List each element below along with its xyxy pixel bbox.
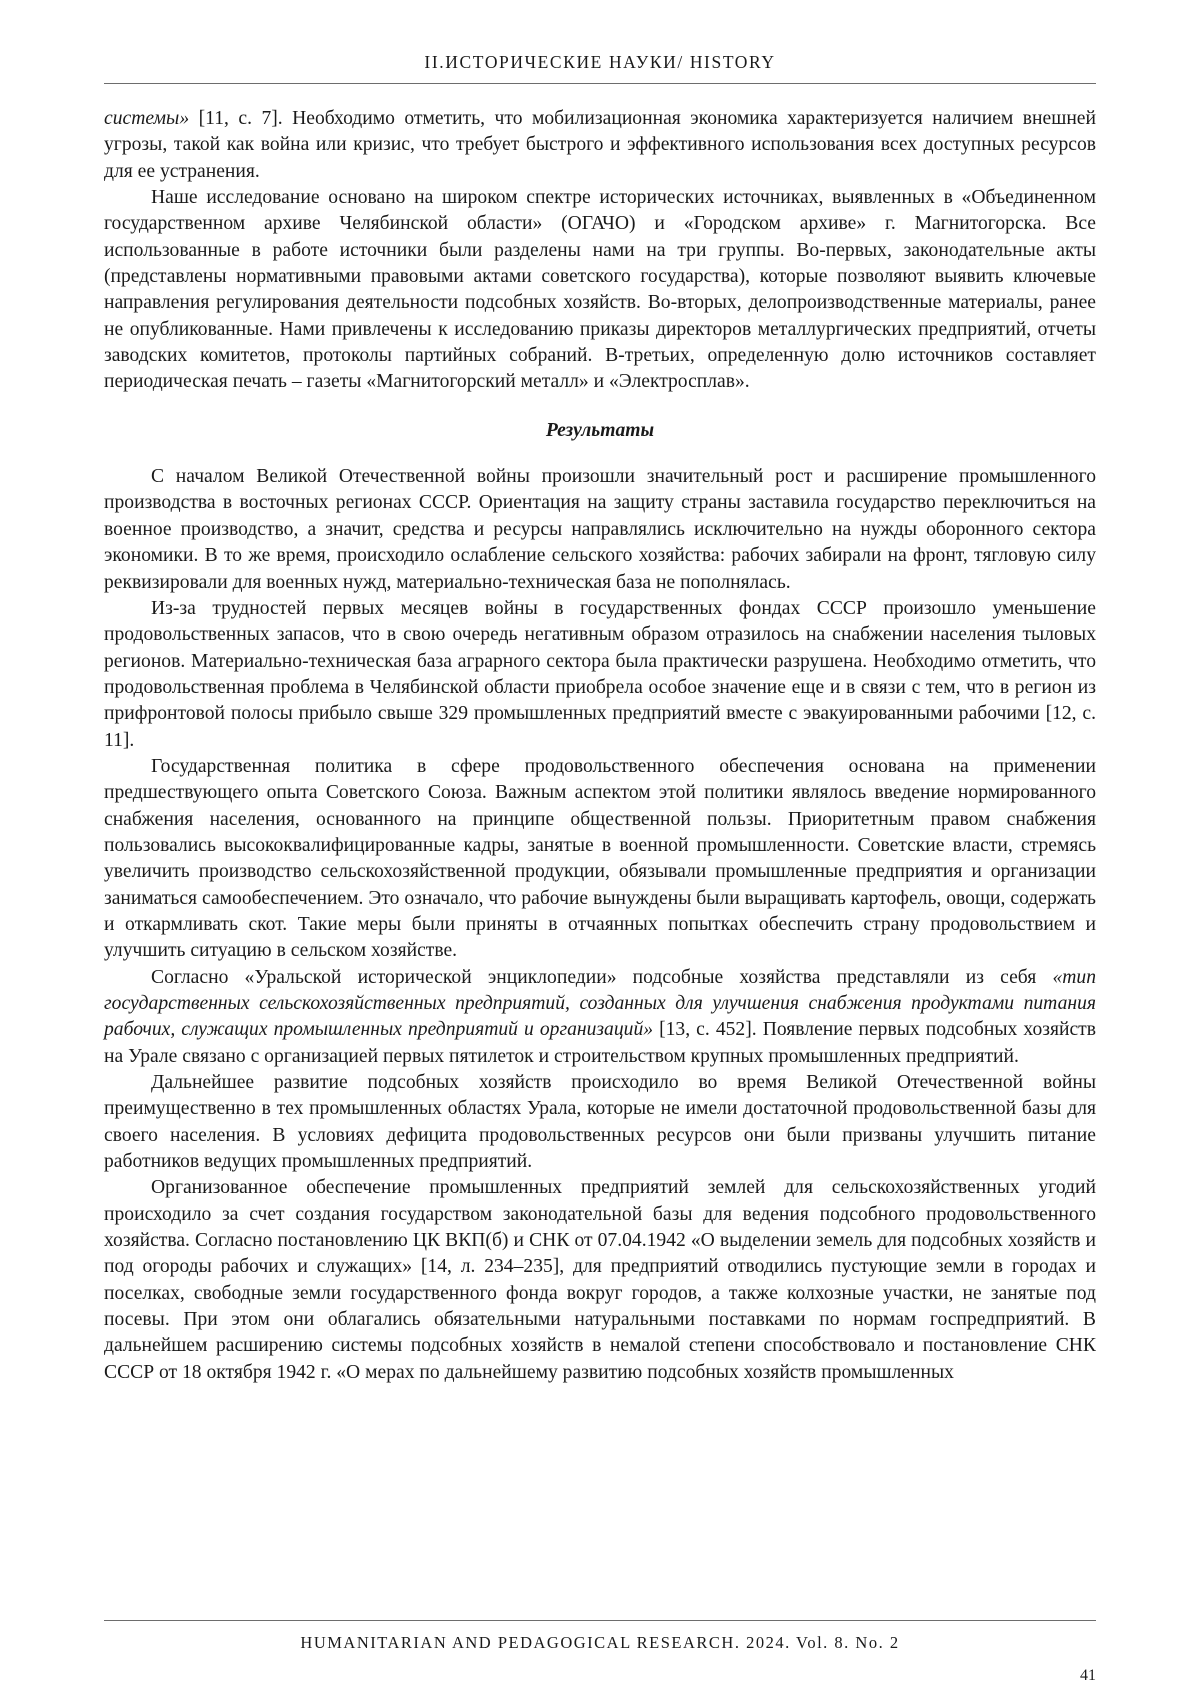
paragraph-continuation xyxy=(104,106,1096,185)
article-body xyxy=(104,106,1096,1386)
paragraph-encyclopedia-quote xyxy=(104,965,1096,1070)
running-head: II.ИСТОРИЧЕСКИЕ НАУКИ/ HISTORY xyxy=(424,52,776,72)
quote-italic-text: «тип государственных сельскохозяйственных предприятий, созданных для улучшения снабжения продуктами питания рабочих, служащих промышленных предприятий и организаций» xyxy=(104,966,1096,1041)
italic-lead-word: системы» xyxy=(104,108,190,129)
page-footer xyxy=(104,1620,1096,1653)
paragraph-ural-development: Дальнейшее развитие подсобных хозяйств происходило во время Великой Отечественной войны преимущественно в тех промышленных областях Урала, которые не имели достаточной продовольственной базы для своего населения. В условиях дефицита продовольственных ресурсов они были призваны улучшить питание работников ведущих промышленных предприятий. xyxy=(104,1072,1096,1173)
section-heading-results: Результаты xyxy=(545,419,655,441)
quote-lead-text: Согласно «Уральской исторической энциклопедии» подсобные хозяйства представляли из себя xyxy=(151,966,1053,988)
paragraph-food-shortage: Из-за трудностей первых месяцев войны в государственных фондах СССР произошло уменьшение продовольственных запасов, что в свою очередь негативным образом отразилось на снабжении населения тыловых регионов. Материально-техническая база аграрного сектора была практически разрушена. Необходимо отметить, что продовольственная проблема в Челябинской области приобрела особое значение еще и в связи с тем, что в регион из прифронтовой полосы прибыло свыше 329 промышленных предприятий вместе с эвакуированными рабочими [12, с. 11]. xyxy=(104,597,1096,751)
paragraph-war-industry: С началом Великой Отечественной войны произошли значительный рост и расширение промышленного производства в восточных регионах СССР. Ориентация на защиту страны заставила государство переключиться на военное производство, а значит, средства и ресурсы направлялись исключительно на нужды оборонного сектора экономики. В то же время, происходило ослабление сельского хозяйства: рабочих забирали на фронт, тягловую силу реквизировали для военных нужд, материально-техническая база не пополнялась. xyxy=(104,466,1096,593)
quote-tail-text: [13, с. 452]. Появление первых подсобных хозяйств на Урале связано с организацией первых пятилеток и строительством крупных промышленных предприятий. xyxy=(104,1019,1096,1067)
journal-footer-text: HUMANITARIAN AND PEDAGOGICAL RESEARCH. 2024. Vol. 8. No. 2 xyxy=(300,1633,900,1652)
paragraph-sources: Наше исследование основано на широком спектре исторических источниках, выявленных в «Объединенном государственном архиве Челябинской области» (ОГАЧО) и «Городском архиве» г. Магнитогорска. Все использованные в работе источники были разделены нами на три группы. Во-первых, законодательные акты (представлены нормативными правовыми актами советского государства), которые позволяют выявить ключевые направления регулирования деятельности подсобных хозяйств. Во-вторых, делопроизводственные материалы, ранее не опубликованные. Нами привлечены к исследованию приказы директоров металлургических предприятий, отчеты заводских комитетов, протоколы партийных собраний. В-третьих, определенную долю источников составляет периодическая печать – газеты «Магнитогорский металл» и «Электросплав». xyxy=(104,187,1096,393)
header-divider xyxy=(104,83,1096,84)
paragraph-land-allocation: Организованное обеспечение промышленных предприятий землей для сельскохозяйственных угодий происходило за счет создания государством законодательной базы для ведения подсобного продовольственного хозяйства. Согласно постановлению ЦК ВКП(б) и СНК от 07.04.1942 «О выделении земель для подсобных хозяйств и под огороды рабочих и служащих» [14, л. 234–235], для предприятий отводились пустующие земли в городах и поселках, свободные земли государственного фонда вокруг городов, а также колхозные участки, не занятые под посевы. При этом они облагались обязательными натуральными поставками по нормам госпредприятий. В дальнейшем расширению системы подсобных хозяйств в немалой степени способствовало и постановление СНК СССР от 18 октября 1942 г. «О мерах по дальнейшему развитию подсобных хозяйств промышленных xyxy=(104,1177,1096,1383)
page-number: 41 xyxy=(1080,1667,1096,1684)
paragraph-text: [11, с. 7]. Необходимо отметить, что мобилизационная экономика характеризуется наличием внешней угрозы, такой как война или кризис, что требует быстрого и эффективного использования всех доступных ресурсов для ее устранения. xyxy=(104,108,1096,182)
footer-divider xyxy=(104,1620,1096,1621)
paragraph-state-policy: Государственная политика в сфере продовольственного обеспечения основана на применении предшествующего опыта Советского Союза. Важным аспектом этой политики являлось введение нормированного снабжения населения, основанного на принципе общественной пользы. Приоритетным правом снабжения пользовались высококвалифицированные кадры, занятые в военной промышленности. Советские власти, стремясь увеличить производство сельскохозяйственной продукции, обязывали промышленные предприятия и организации заниматься самообеспечением. Это означало, что рабочие вынуждены были выращивать картофель, овощи, содержать и откармливать скот. Такие меры были приняты в отчаянных попытках обеспечить страну продовольствием и улучшить ситуацию в сельском хозяйстве. xyxy=(104,755,1096,962)
